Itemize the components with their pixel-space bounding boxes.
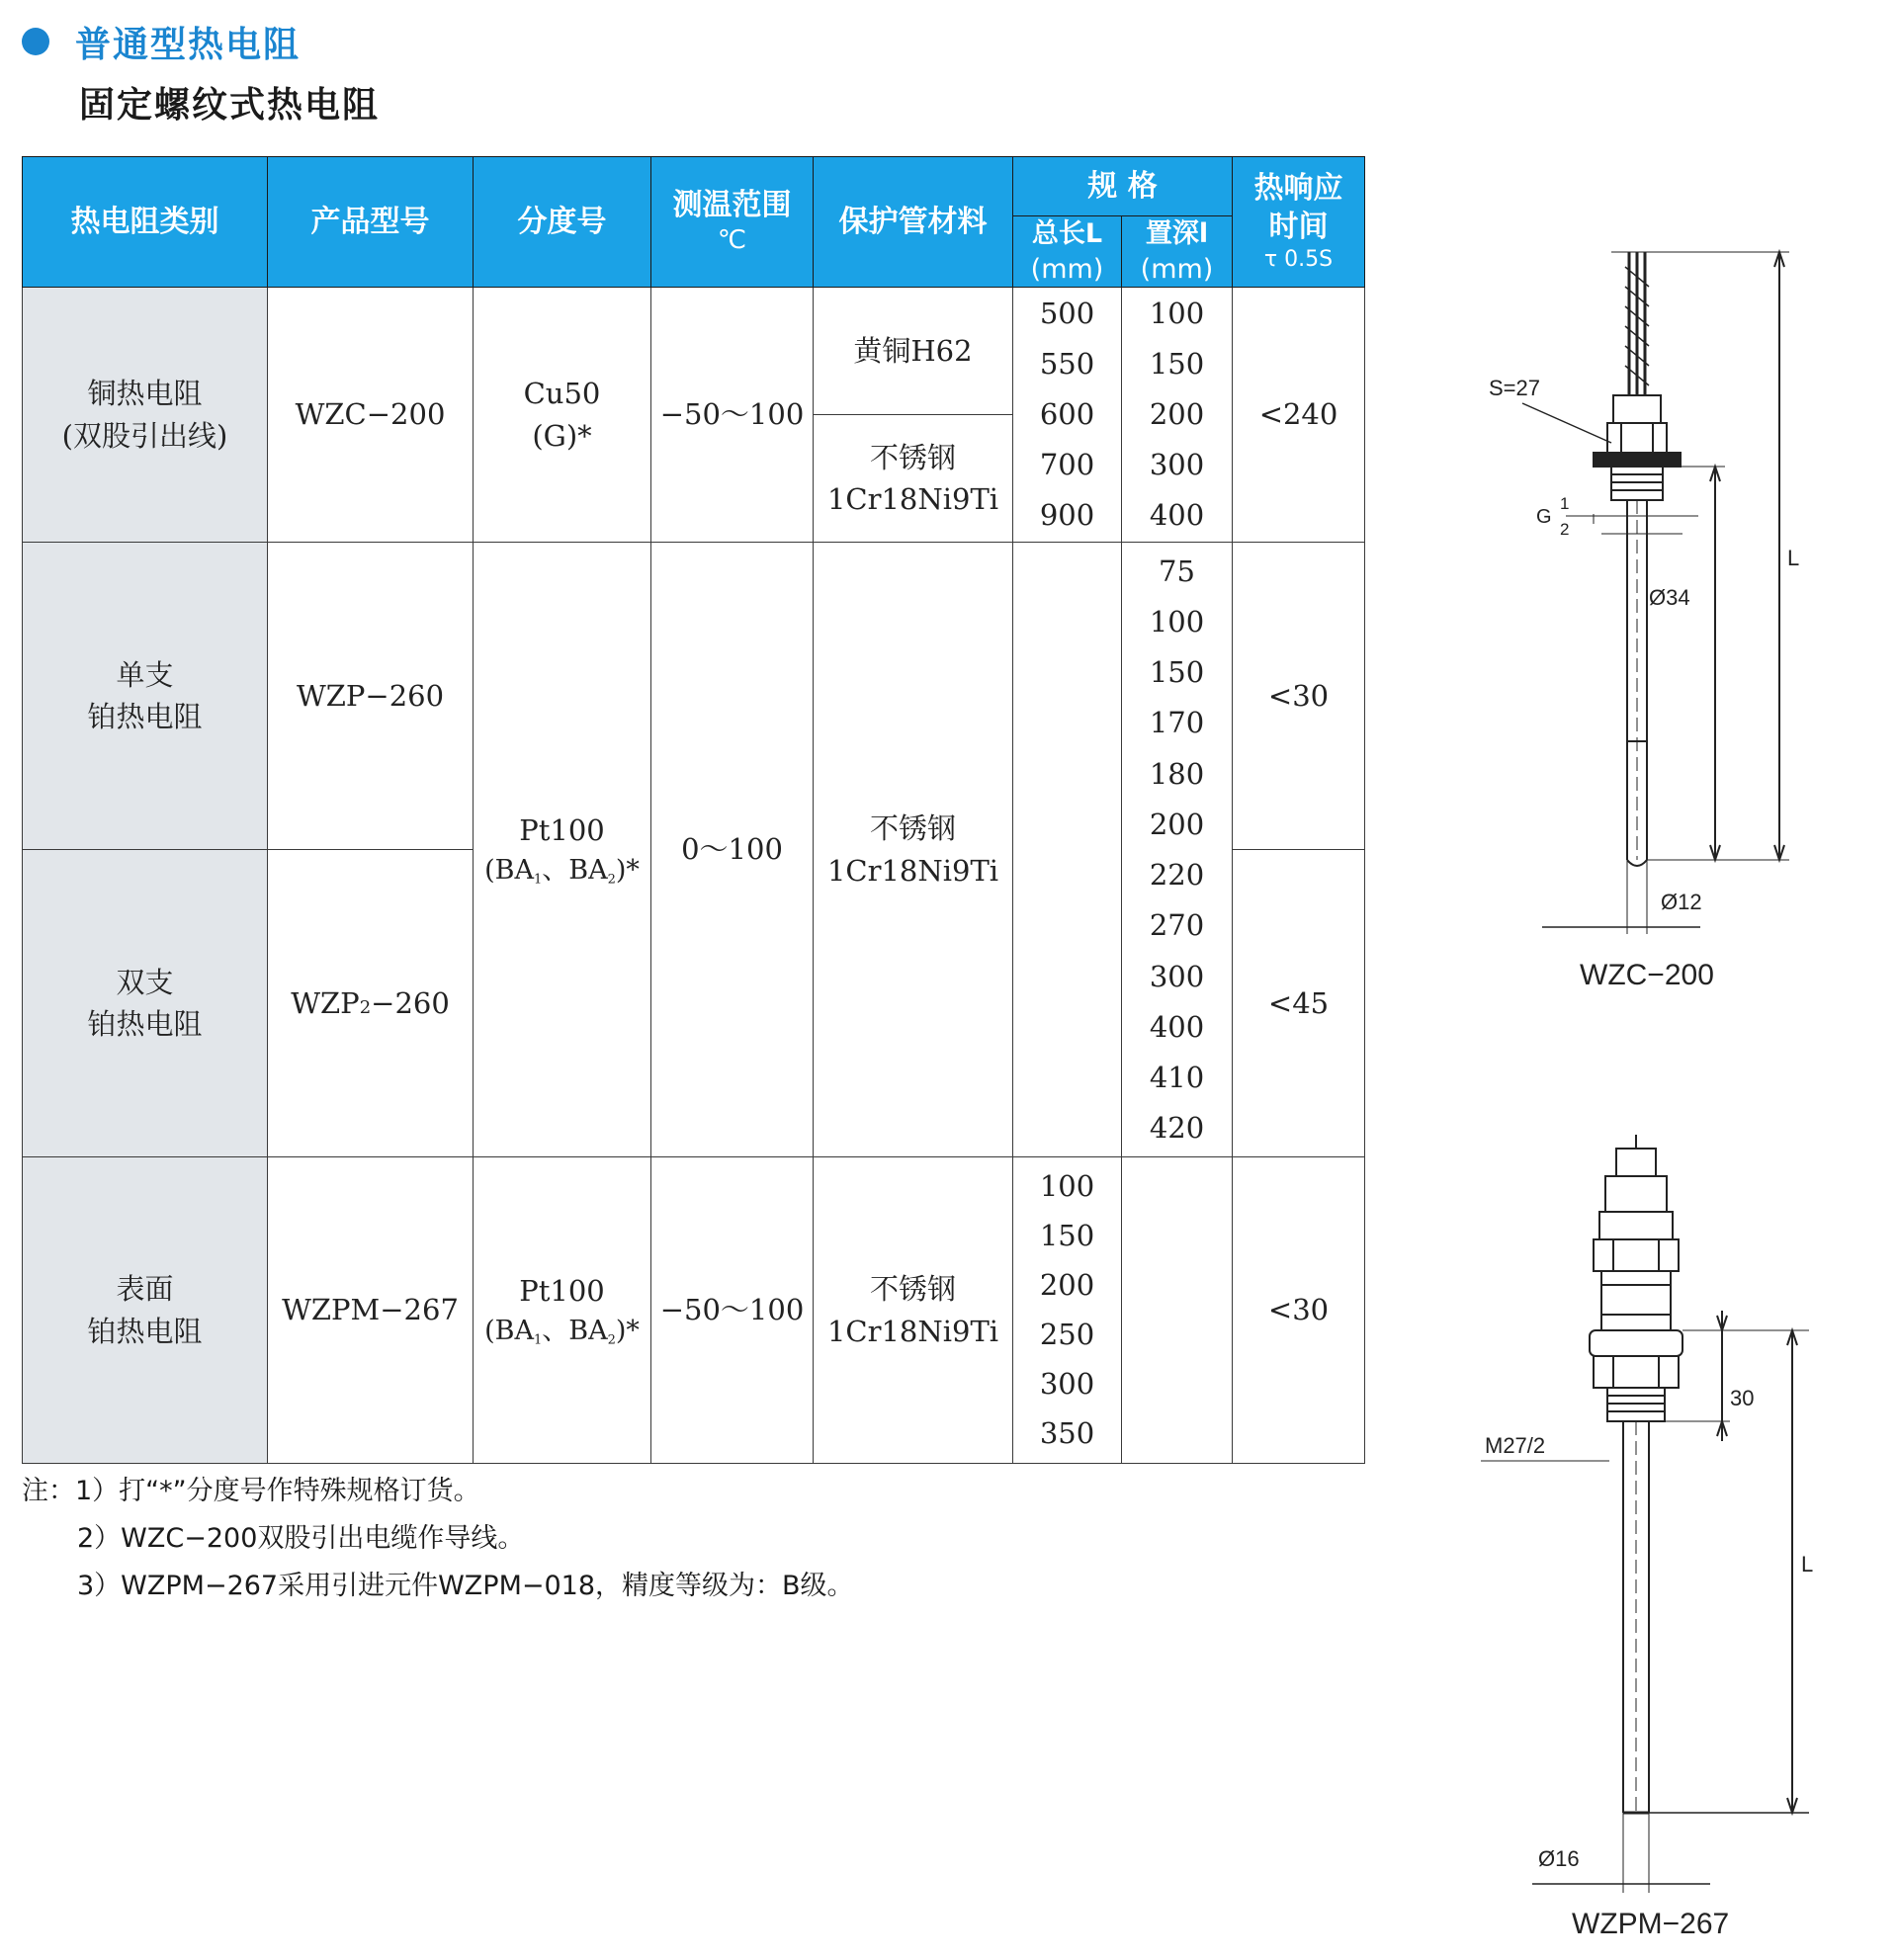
row1-lengths bbox=[1013, 288, 1122, 543]
header-range-line1: 测温范围 bbox=[672, 188, 792, 223]
row1-graduation-line2: (G)* bbox=[532, 418, 592, 453]
header-depth-line1: 置深l bbox=[1145, 218, 1209, 250]
row4-graduation-line2 bbox=[474, 1312, 650, 1350]
pt-graduation-line2 bbox=[474, 851, 650, 890]
header-response bbox=[1233, 157, 1365, 288]
pt-range: 0～100 bbox=[651, 543, 814, 1157]
row4-grad-sub1: 1 bbox=[533, 1332, 543, 1348]
row1-graduation-line1: Cu50 bbox=[523, 377, 601, 411]
diameter-16-label: Ø16 bbox=[1538, 1846, 1580, 1871]
header-depth-unit: (mm) bbox=[1140, 253, 1214, 285]
row4-length: 150 bbox=[1039, 1219, 1095, 1253]
row2-model: WZP−260 bbox=[268, 543, 474, 850]
subsection-title: 固定螺纹式热电阻 bbox=[79, 85, 381, 126]
row3-category-line2: 铂热电阻 bbox=[87, 1007, 203, 1041]
row4-grad-mid: 、BA bbox=[542, 1315, 608, 1346]
thread-numerator: 1 bbox=[1560, 494, 1570, 513]
header-response-line3: τ 0.5S bbox=[1263, 247, 1334, 273]
pt-depths bbox=[1122, 543, 1233, 1157]
header-length-line1: 总长L bbox=[1031, 218, 1103, 250]
row4-length: 100 bbox=[1039, 1169, 1095, 1204]
header-depth bbox=[1122, 216, 1233, 288]
pt-graduation-line1: Pt100 bbox=[519, 812, 605, 847]
note-1: 注：1）打“*”分度号作特殊规格订货。 bbox=[22, 1476, 480, 1506]
row1-response: <240 bbox=[1233, 288, 1365, 543]
row1-depth: 100 bbox=[1149, 297, 1205, 331]
note-3: 3）WZPM−267采用引进元件WZPM−018，精度等级为：B级。 bbox=[77, 1571, 854, 1601]
section-header bbox=[22, 12, 301, 71]
row1-category bbox=[23, 288, 268, 543]
row4-length: 200 bbox=[1039, 1268, 1095, 1303]
row4-response: <30 bbox=[1233, 1157, 1365, 1464]
row1-graduation bbox=[474, 288, 651, 543]
row4-material bbox=[814, 1157, 1013, 1464]
row1-material-b bbox=[814, 415, 1013, 543]
pt-depth: 180 bbox=[1149, 756, 1205, 791]
pt-grad-end: )* bbox=[615, 854, 640, 886]
thread-m27-label: M27/2 bbox=[1485, 1433, 1546, 1458]
row4-grad-open: (BA bbox=[484, 1315, 534, 1346]
pt-grad-open: (BA bbox=[484, 854, 534, 886]
row4-category-line2: 铂热电阻 bbox=[87, 1314, 203, 1348]
row2-category-line2: 铂热电阻 bbox=[87, 700, 203, 733]
header-range-unit: ℃ bbox=[717, 225, 747, 256]
header-model: 产品型号 bbox=[268, 157, 474, 288]
pt-depth: 300 bbox=[1149, 959, 1205, 993]
thread-g-label: G bbox=[1536, 506, 1552, 528]
pt-depth: 420 bbox=[1149, 1111, 1205, 1146]
row4-category bbox=[23, 1157, 268, 1464]
row2-category bbox=[23, 543, 268, 850]
row1-range: −50～100 bbox=[651, 288, 814, 543]
notes bbox=[22, 1468, 854, 1610]
header-category: 热电阻类别 bbox=[23, 157, 268, 288]
row1-depth: 300 bbox=[1149, 448, 1205, 482]
row3-model bbox=[268, 850, 474, 1157]
wzpm-267-drawing bbox=[1481, 1135, 1809, 1893]
row3-model-suffix: −260 bbox=[371, 985, 450, 1020]
row1-length: 700 bbox=[1039, 448, 1095, 482]
row3-category-line1: 双支 bbox=[116, 965, 174, 999]
header-response-line1: 热响应 bbox=[1253, 171, 1343, 207]
row4-grad-sub2: 2 bbox=[607, 1332, 616, 1348]
header-graduation: 分度号 bbox=[474, 157, 651, 288]
pt-depth: 200 bbox=[1149, 807, 1205, 841]
pt-grad-mid: 、BA bbox=[542, 854, 608, 886]
row4-grad-end: )* bbox=[615, 1315, 640, 1346]
row1-category-line1: 铜热电阻 bbox=[87, 377, 203, 411]
row1-material-a: 黄铜H62 bbox=[814, 288, 1013, 415]
diameter-12-label: Ø12 bbox=[1661, 890, 1702, 914]
pt-depth: 150 bbox=[1149, 655, 1205, 690]
pt-depth: 220 bbox=[1149, 858, 1205, 893]
row4-depths-empty bbox=[1122, 1157, 1233, 1464]
thread-denominator: 2 bbox=[1560, 520, 1570, 539]
pt-depth: 170 bbox=[1149, 706, 1205, 740]
pt-graduation bbox=[474, 543, 651, 1157]
length-l-label: L bbox=[1787, 546, 1800, 570]
row4-category-line1: 表面 bbox=[116, 1272, 174, 1307]
row3-category bbox=[23, 850, 268, 1157]
pt-material bbox=[814, 543, 1013, 1157]
row1-depth: 200 bbox=[1149, 397, 1205, 432]
header-length bbox=[1013, 216, 1122, 288]
spec-table bbox=[22, 156, 1365, 1464]
pt-material-line2: 1Cr18Ni9Ti bbox=[826, 853, 999, 888]
pt-depth: 400 bbox=[1149, 1009, 1205, 1044]
header-length-unit: (mm) bbox=[1030, 253, 1104, 285]
row2-category-line1: 单支 bbox=[116, 657, 174, 692]
pt-depth: 75 bbox=[1159, 554, 1195, 588]
pt-material-line1: 不锈钢 bbox=[869, 811, 956, 846]
bullet-dot-icon bbox=[22, 28, 49, 55]
drawings-area bbox=[1463, 227, 1878, 1947]
row3-model-prefix: WZP bbox=[291, 985, 360, 1020]
row1-material-b-line2: 1Cr18Ni9Ti bbox=[826, 482, 999, 516]
row1-depth: 400 bbox=[1149, 498, 1205, 533]
row3-response: <45 bbox=[1233, 850, 1365, 1157]
wrench-size-label: S=27 bbox=[1489, 376, 1540, 400]
note-2: 2）WZC−200双股引出电缆作导线。 bbox=[77, 1523, 525, 1554]
row4-length: 350 bbox=[1039, 1416, 1095, 1451]
pt-depth: 100 bbox=[1149, 604, 1205, 639]
length-l-label-2: L bbox=[1801, 1552, 1814, 1577]
row1-depth: 150 bbox=[1149, 347, 1205, 382]
dimension-30-label: 30 bbox=[1730, 1386, 1755, 1410]
header-response-line2: 时间 bbox=[1268, 210, 1329, 245]
section-title: 普通型热电阻 bbox=[75, 24, 302, 65]
header-material: 保护管材料 bbox=[814, 157, 1013, 288]
row1-material-b-line1: 不锈钢 bbox=[869, 440, 956, 474]
row4-graduation bbox=[474, 1157, 651, 1464]
row4-model: WZPM−267 bbox=[268, 1157, 474, 1464]
row4-range: −50～100 bbox=[651, 1157, 814, 1464]
figure-label-wzc: WZC−200 bbox=[1580, 959, 1714, 991]
row2-response: <30 bbox=[1233, 543, 1365, 850]
row4-material-line2: 1Cr18Ni9Ti bbox=[826, 1314, 999, 1348]
row4-length: 250 bbox=[1039, 1318, 1095, 1352]
pt-depth: 270 bbox=[1149, 908, 1205, 943]
row1-length: 600 bbox=[1039, 397, 1095, 432]
pt-grad-sub2: 2 bbox=[607, 872, 616, 888]
pt-depth: 410 bbox=[1149, 1061, 1205, 1095]
row1-length: 500 bbox=[1039, 297, 1095, 331]
row1-length: 550 bbox=[1039, 347, 1095, 382]
row3-model-sub: 2 bbox=[359, 996, 372, 1018]
row1-category-line2: (双股引出线) bbox=[61, 418, 228, 453]
row1-length: 900 bbox=[1039, 498, 1095, 533]
row4-graduation-line1: Pt100 bbox=[519, 1273, 605, 1308]
row4-material-line1: 不锈钢 bbox=[869, 1272, 956, 1307]
drawings-svg bbox=[1463, 227, 1878, 1947]
pt-grad-sub1: 1 bbox=[533, 872, 543, 888]
row1-depths bbox=[1122, 288, 1233, 543]
diameter-34-label: Ø34 bbox=[1649, 585, 1690, 610]
row4-lengths bbox=[1013, 1157, 1122, 1464]
pt-lengths-empty bbox=[1013, 543, 1122, 1157]
row1-model: WZC−200 bbox=[268, 288, 474, 543]
header-range bbox=[651, 157, 814, 288]
row4-length: 300 bbox=[1039, 1367, 1095, 1402]
figure-label-wzpm: WZPM−267 bbox=[1572, 1908, 1730, 1940]
header-spec: 规 格 bbox=[1013, 157, 1233, 216]
